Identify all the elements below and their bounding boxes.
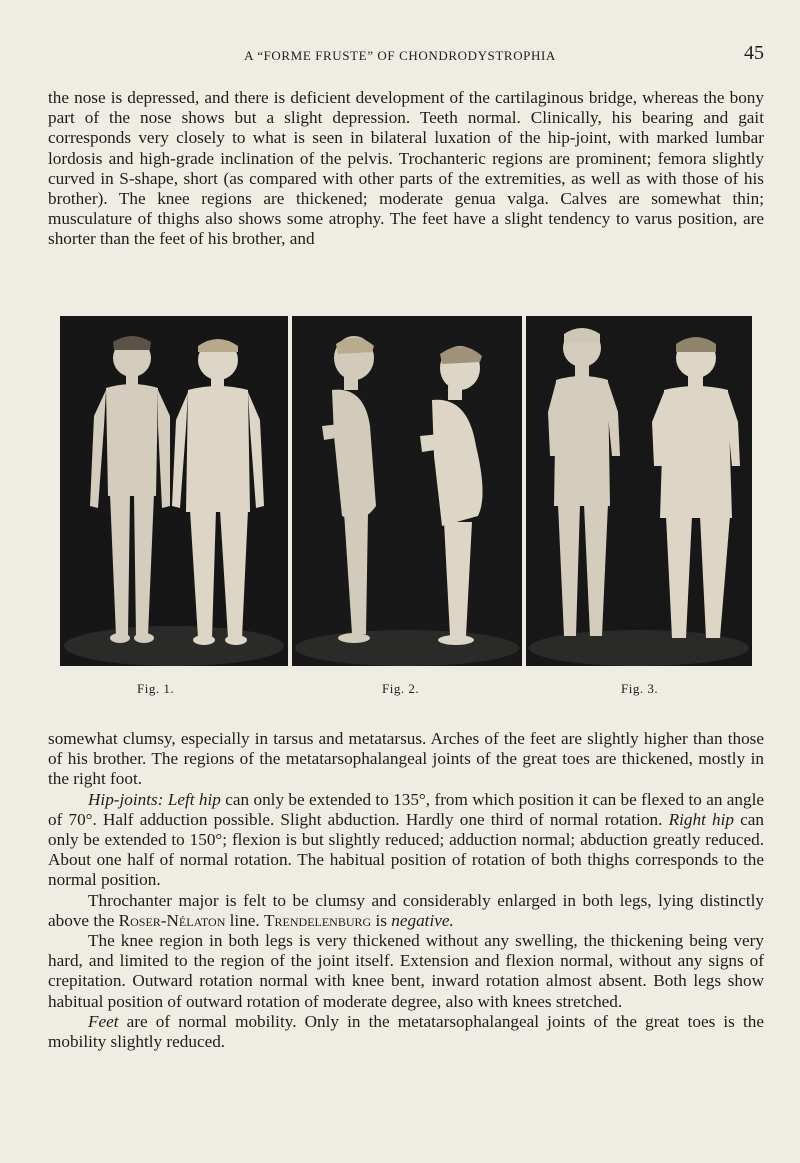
roser-nelaton-name: Roser-Nélaton [118,910,226,930]
figure-3-caption: Fig. 3. [621,681,659,696]
page-header [0,42,800,66]
top-text-block [48,88,764,250]
figure-2-caption: Fig. 2. [382,681,420,696]
paragraph-trochanter [48,891,764,931]
paragraph-text: can only be extended to 135°, from which position it can be flexed to an angle of 70°. Half adduction possible. Slight abduction. Hardly one third of normal rotation. [48,789,765,829]
trendelenburg-name: Trendelenburg [264,910,372,930]
figure-1-caption: Fig. 1. [137,681,175,696]
page-number: 45 [744,42,764,64]
paragraph: the nose is depressed, and there is deficient development of the cartilaginous bridge, whereas the bony part of the nose shows but a slight depression. Teeth normal. Clinically, his bearing and gait corresponds very closely to what is seen in bilateral luxation of the hip-joint, with marked lumbar lordosis and high-grade inclination of the pelvis. Trochanteric regions are prominent; femora slightly curved in S-shape, short (as compared with other parts of the extremities, as well as with those of his brother). The knee regions are thickened; moderate genua valga. Calves are somewhat thin; musculature of thighs also shows some atrophy. The feet have a slight tendency to varus position, are shorter than the feet of his brother, and [48,88,764,249]
feet-label: Feet [88,1011,119,1031]
paragraph-knee: The knee region in both legs is very thickened without any swelling, the thickening being very hard, and limited to the region of the joint itself. Extension and flexion normal, without any signs of crepitation. Outward rotation normal with knee bent, inward rotation almost absent. Both legs show habitual position of outward rotation of moderate degree, also with knees stretched. [48,931,764,1011]
paragraph-text: line. [225,910,265,930]
paragraph-text: Throchanter major is felt to be clumsy and considerably enlarged in both legs, lying distinctly above the [48,890,764,930]
paragraph-text: can only be extended to 150°; flexion is but slightly reduced; adduction normal; abduction greatly reduced. About one half of normal rotation. The habitual position of rotation of both thighs corresponds to the normal position. [48,809,764,890]
left-hip-label: Left hip [167,789,221,809]
paragraph: somewhat clumsy, especially in tarsus and metatarsus. Arches of the feet are slightly higher than those of his brother. The regions of the metatarsophalangeal joints of the great toes are thickened, mostly in the right foot. [48,729,764,789]
hip-joints-label: Hip-joints: [88,789,164,809]
paragraph-hip-joints [48,790,764,891]
paragraph-feet [48,1012,764,1052]
right-hip-label: Right hip [668,809,734,829]
figure-plate [60,316,752,666]
paragraph-text: are of normal mobility. Only in the metatarsophalangeal joints of the great toes is the mobility slightly reduced. [48,1011,764,1052]
figure-1-photo [60,316,288,666]
negative-label: negative. [391,910,454,930]
figure-2-photo [292,316,522,666]
bottom-text-block [48,729,764,1052]
running-title: A “FORME FRUSTE” OF CHONDRODYSTROPHIA [244,48,556,63]
figure-3-photo [526,316,752,666]
paragraph-text: is [371,910,392,930]
